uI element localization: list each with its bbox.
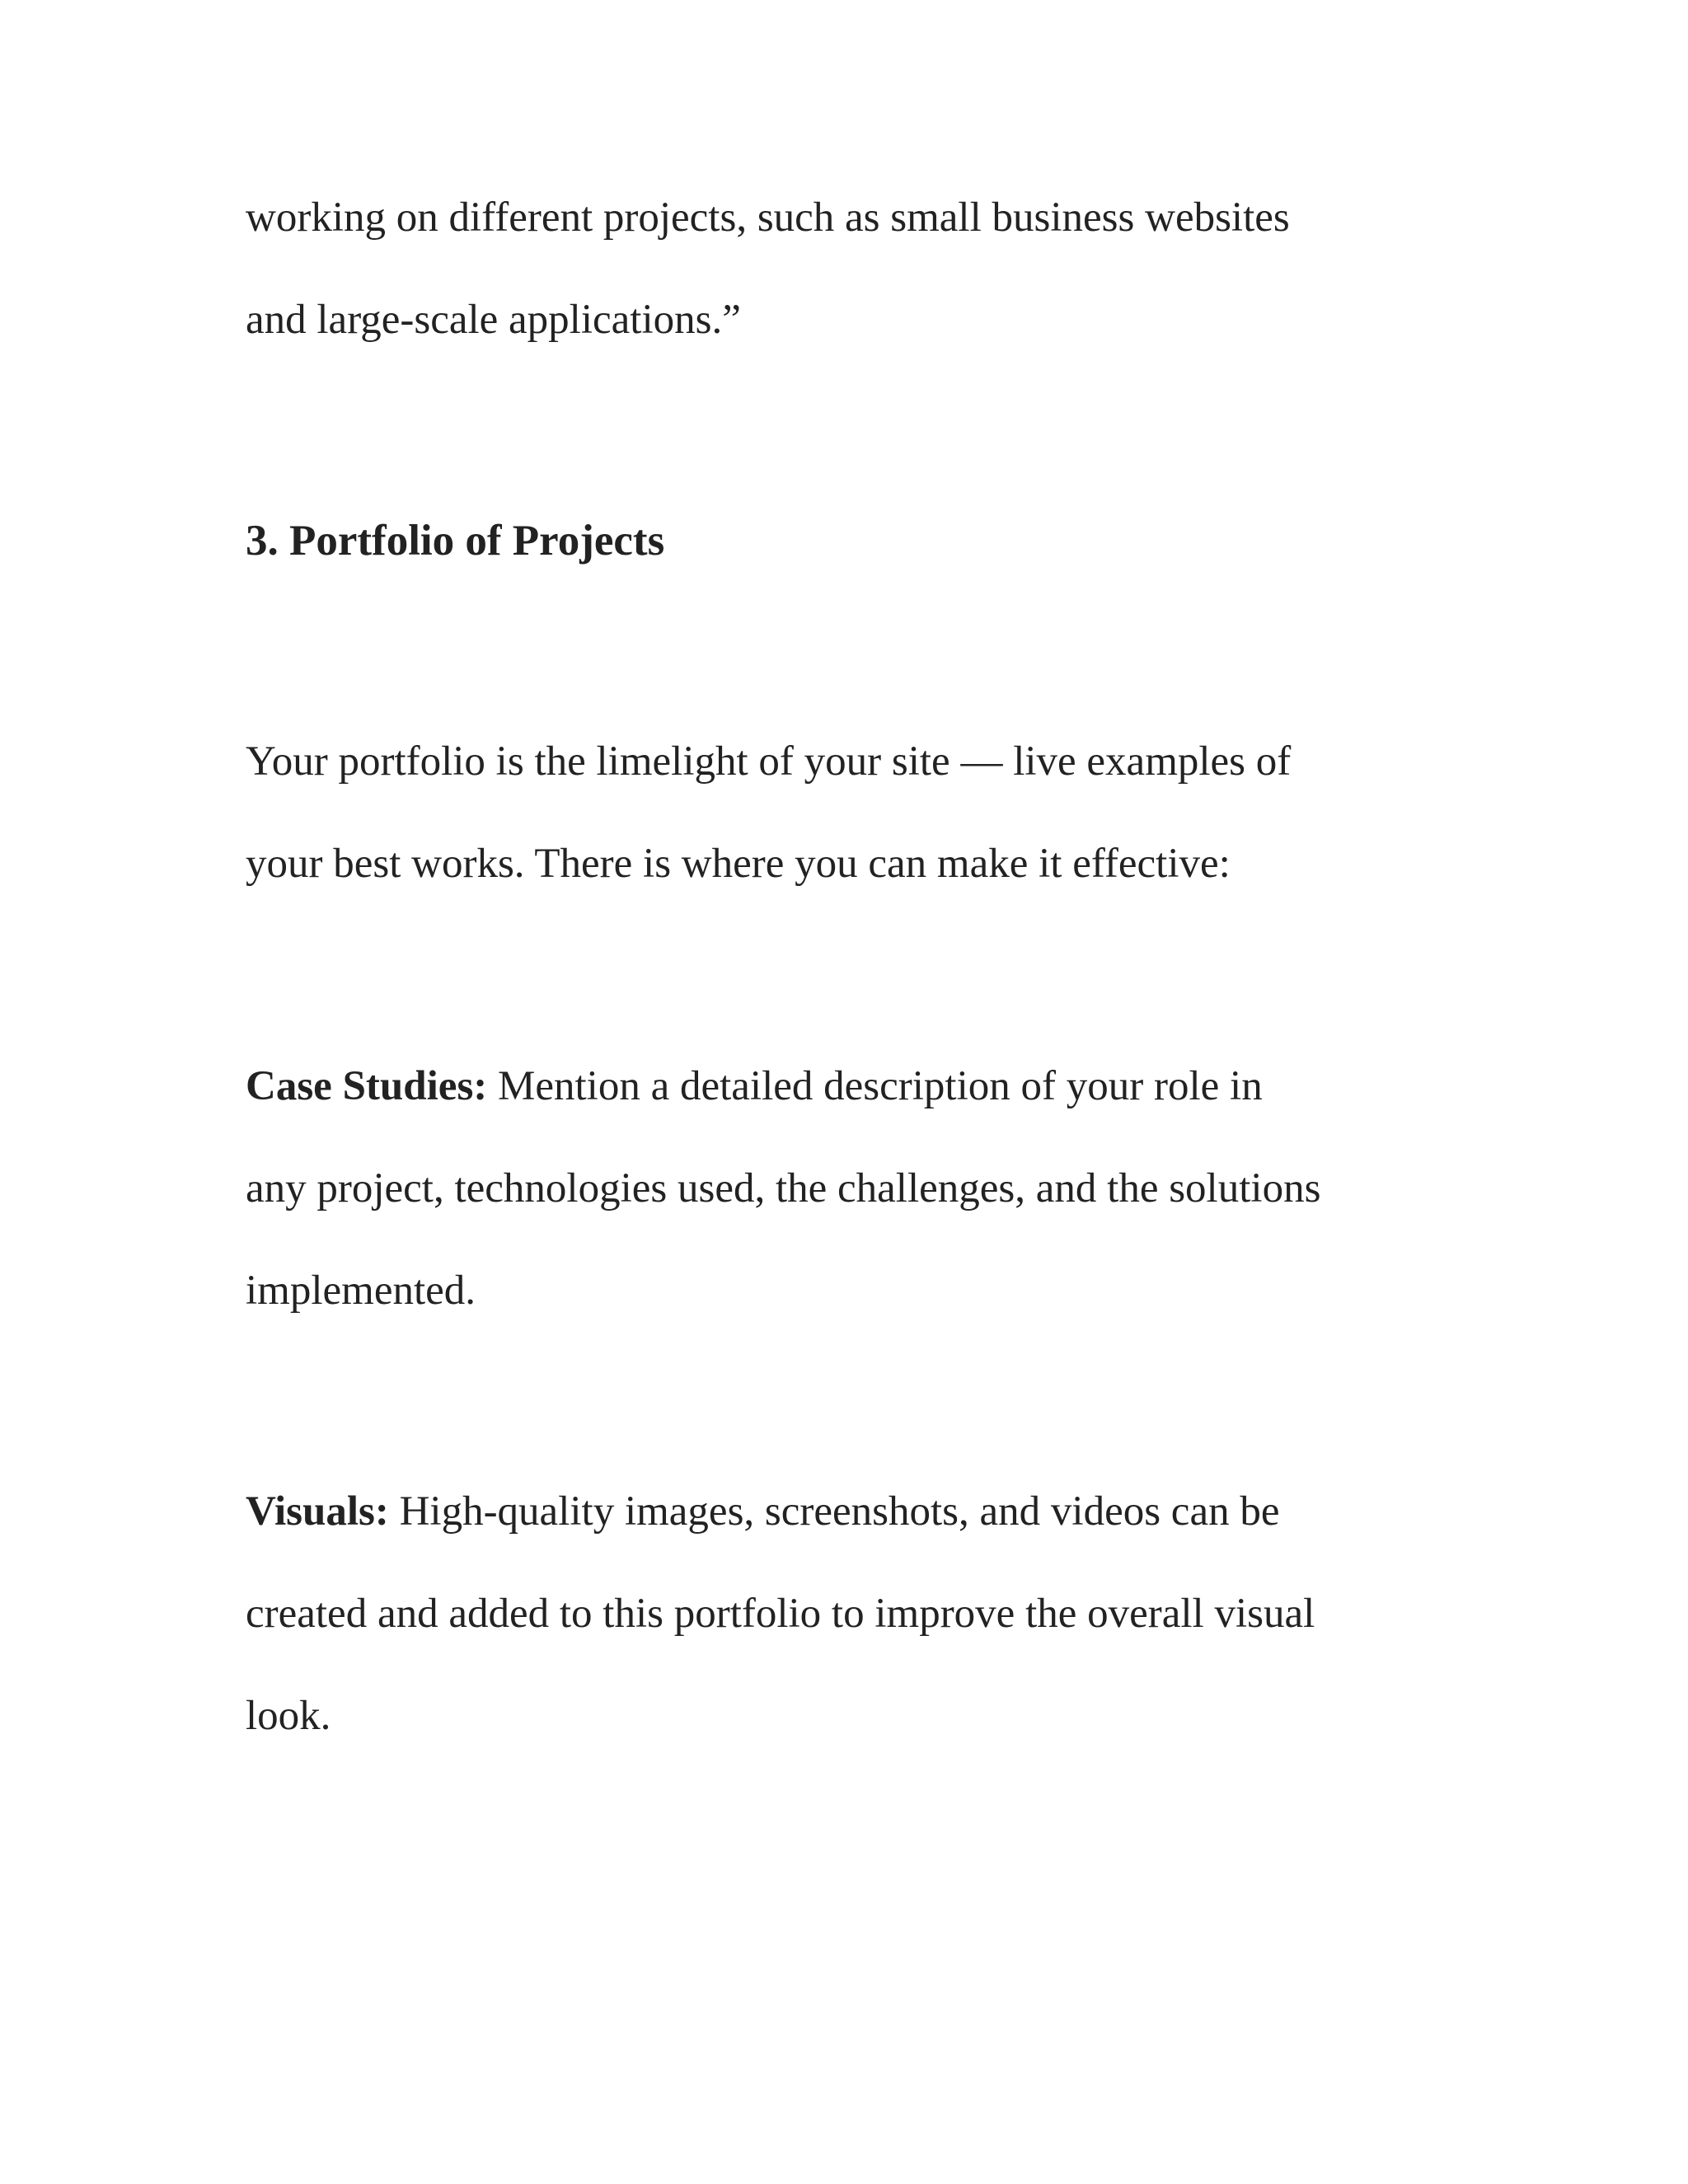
section-heading: 3. Portfolio of Projects <box>246 517 665 565</box>
case-studies-text: Mention a detailed description of your role in <box>487 1063 1263 1109</box>
case-studies-line-2: any project, technologies used, the challenges, and the solutions <box>246 1165 1321 1212</box>
visuals-line-1 <box>246 1485 1279 1538</box>
visuals-text: High-quality images, screenshots, and videos can be <box>388 1488 1280 1535</box>
visuals-line-2: created and added to this portfolio to improve the overall visual <box>246 1591 1315 1637</box>
paragraph-line-1: Your portfolio is the limelight of your site — live examples of <box>246 738 1292 785</box>
paragraph-line-2: your best works. There is where you can make it effective: <box>246 841 1231 887</box>
visuals-term: Visuals: <box>246 1488 389 1535</box>
intro-line-1: working on different projects, such as small business websites <box>246 194 1290 241</box>
intro-line-2: and large-scale applications.” <box>246 297 741 343</box>
case-studies-line-3: implemented. <box>246 1268 476 1314</box>
case-studies-term: Case Studies: <box>246 1063 488 1109</box>
visuals-line-3: look. <box>246 1693 331 1739</box>
case-studies-line-1 <box>246 1060 1263 1113</box>
